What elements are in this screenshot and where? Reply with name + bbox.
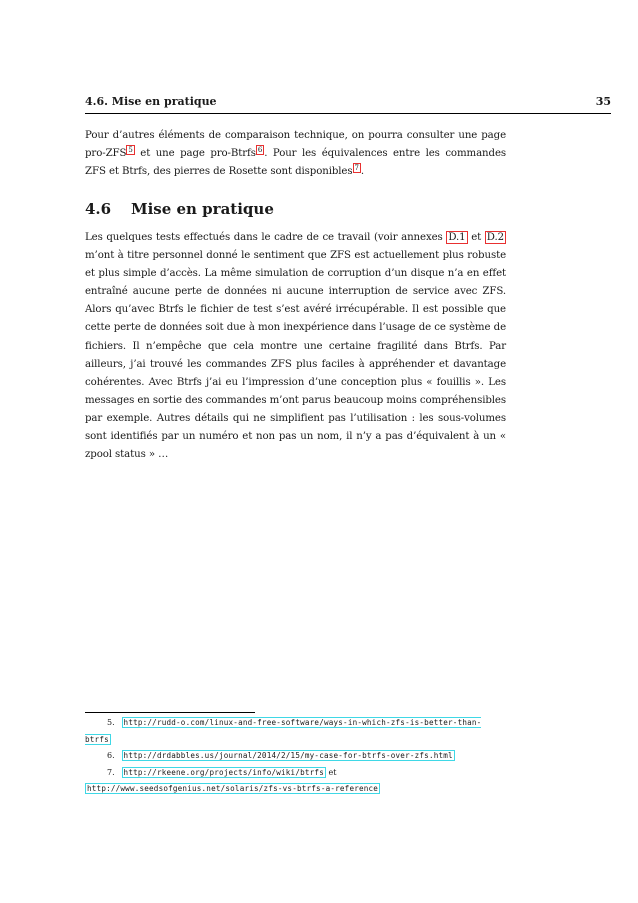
- intro-text-1: Pour d’autres éléments de comparaison technique, on pourra consulter une page pro-ZFS: [85, 130, 506, 160]
- footnote-rule: [85, 712, 255, 713]
- footnote-7-number: 7.: [107, 767, 115, 777]
- section-title: Mise en pratique: [131, 200, 274, 218]
- section-paragraph: [85, 229, 506, 464]
- footnote-6-link[interactable]: http://drdabbles.us/journal/2014/2/15/my-case-for-btrfs-over-zfs.html: [123, 751, 453, 760]
- footnote-7: [85, 765, 506, 798]
- footnote-5-link[interactable]: http://rudd-o.com/linux-and-free-software/ways-in-which-zfs-is-better-than-btrfs: [85, 718, 482, 744]
- footnote-5: [85, 715, 506, 748]
- running-header: [85, 95, 611, 111]
- footnote-7-link-2[interactable]: http://www.seedsofgenius.net/solaris/zfs-vs-btrfs-a-reference: [87, 784, 379, 793]
- section-number: 4.6: [85, 200, 112, 218]
- footnote-ref-7[interactable]: 7: [354, 163, 359, 172]
- footnote-ref-5[interactable]: 5: [128, 145, 133, 154]
- section-text-1: Les quelques tests effectués dans le cadre de ce travail (voir annexes: [85, 232, 447, 243]
- footnote-ref-6[interactable]: 6: [257, 145, 263, 154]
- intro-paragraph: [85, 127, 506, 181]
- footnote-6-number: 6.: [107, 751, 115, 760]
- footnote-6: [85, 748, 506, 765]
- footnote-7-link-1[interactable]: http://rkeene.org/projects/info/wiki/btrfs: [123, 767, 324, 777]
- header-rule: [85, 113, 611, 114]
- footnotes: [85, 715, 506, 798]
- footnote-5-number: 5.: [107, 718, 115, 727]
- section-text-2: et: [467, 232, 485, 243]
- intro-text-4: .: [360, 166, 364, 178]
- running-header-section: 4.6. Mise en pratique: [85, 95, 217, 108]
- intro-text-2: et une page pro-Btrfs: [134, 148, 256, 160]
- intro-text-3: . Pour les équivalences entre les commandes ZFS et Btrfs, des pierres de Rosette sont disponibles: [85, 148, 506, 178]
- appendix-ref-d1[interactable]: D.1: [448, 232, 466, 243]
- appendix-ref-d2[interactable]: D.2: [486, 232, 505, 243]
- section-text-3: m’ont à titre personnel donné le sentiment que ZFS est actuellement plus robuste et plus simple d’accès. La même simulation de corruption d’un disque n’a en effet entraîné aucune perte de données ni aucune interruption de service avec ZFS. Alors qu’avec Btrfs le fichier de test s’est avéré irrécupérable. Il est possible que cette perte de données soit due à mon inexpérience dans l’usage de ce système de fichiers. Il n’empêche que cela montre une certaine fragilité dans Btrfs. Par ailleurs, j’ai trouvé les commandes ZFS plus faciles à appréhender et davantage cohérentes. Avec Btrfs j’ai eu l’impression d’une conception plus « fouillis ». Les messages en sortie des commandes m’ont parus beaucoup moins compréhensibles par exemple. Autres détails qui ne simplifient pas l’utilisation : les sous-volumes sont identifiés par un numéro et non pas un nom, il n’y a pas d’équivalent à un « zpool status » …: [85, 250, 506, 461]
- footnote-7-separator: et: [325, 767, 337, 777]
- section-heading: [85, 200, 274, 218]
- page-number: 35: [595, 95, 611, 108]
